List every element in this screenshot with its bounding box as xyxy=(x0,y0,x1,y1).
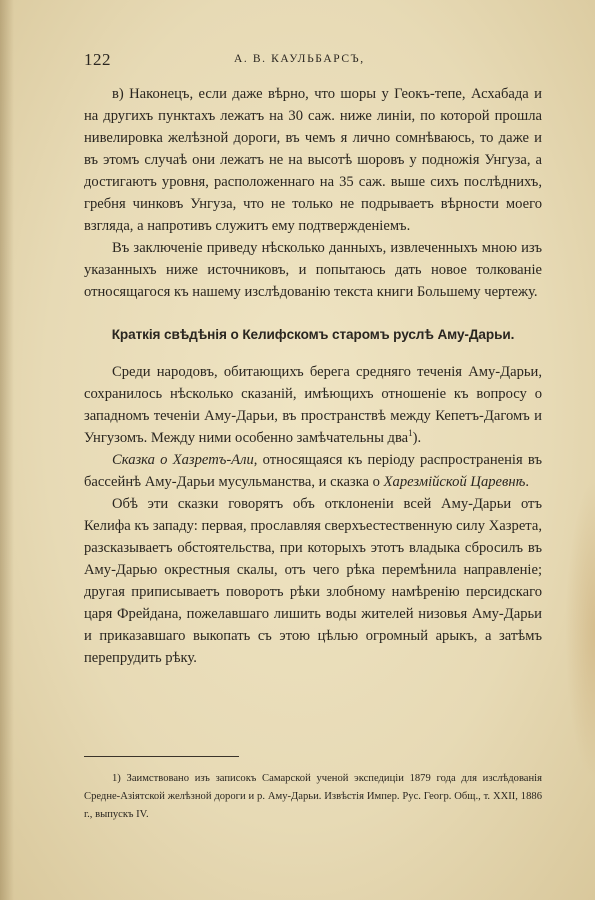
paragraph-4-end: . xyxy=(525,474,529,490)
paper-stain xyxy=(565,480,595,780)
paragraph-3-text: Среди народовъ, обитающихъ берега средняго теченія Аму-Дарьи, сохранилось нѣсколько сказаній, имѣющихъ отношеніе къ вопросу о западномъ теченіи Аму-Дарьи, въ пространствѣ между Кепетъ-Дагомъ и Унгузомъ. Между ними особенно замѣчательны два xyxy=(84,364,542,446)
footnote-text: 1) Заимствовано изъ записокъ Самарской ученой экспедиціи 1879 года для изслѣдованія Средне-Азіятской желѣзной дороги и р. Аму-Дарьи. Извѣстія Импер. Рус. Геогр. Общ., т. XXII, 1886 г., выпускъ IV. xyxy=(84,773,542,820)
paragraph-4-text: , относящаяся къ періоду распространенія въ бассейнѣ Аму-Дарьи мусульманства, и сказка о xyxy=(84,452,543,490)
tale-title-khorezm-princess: Харезмійской Царевнѣ xyxy=(383,474,526,490)
gutter-shadow xyxy=(0,0,14,900)
footnote-reference[interactable]: 1 xyxy=(408,428,413,439)
section-heading: Краткія свѣдѣнія о Келифскомъ старомъ руслѣ Аму-Дарьи. xyxy=(111,327,515,342)
paragraph-3-end: ). xyxy=(412,430,422,446)
footnote xyxy=(84,770,542,824)
paragraph-4 xyxy=(84,449,542,493)
tale-title-hazret-ali: Сказка о Хазретъ-Али xyxy=(112,452,254,468)
page-number: 122 xyxy=(84,50,111,69)
running-head: А. В. КАУЛЬБАРСЪ, xyxy=(234,53,365,65)
paragraph-5: Обѣ эти сказки говорятъ объ отклоненіи всей Аму-Дарьи отъ Келифа къ западу: первая, прославляя сверхъестественную силу Хазрета, разсказываетъ обстоятельства, при которыхъ этотъ владыка сбросилъ въ Аму-Дарью окрестныя скалы, отъ чего рѣка перемѣнила направленіе; другая приписываетъ поворотъ рѣки злобному намѣренію персидскаго царя Фрейдана, пожелавшаго лишить воды жителей низовья Аму-Дарьи и приказавшаго выкопать съ этою цѣлью огромный арыкъ, а затѣмъ перепрудить рѣку. xyxy=(84,496,542,666)
page-header xyxy=(84,50,544,70)
paragraph-1: в) Наконецъ, если даже вѣрно, что шоры у Геокъ-тепе, Асхабада и на другихъ пунктахъ лежатъ на 30 саж. ниже линіи, по которой прошла нивелировка желѣзной дороги, въ чемъ я лично сомнѣваюсь, то даже и въ этомъ случаѣ они лежатъ не на высотѣ шоровъ у подножія Унгуза, а достигаютъ уровня, расположеннаго на 35 саж. выше сихъ послѣднихъ, гребня чинковъ Унгуза, что не только не подрываетъ вѣрности моего взгляда, а напротивъ служитъ ему подтвержденіемъ. xyxy=(84,86,542,234)
paragraph-3 xyxy=(84,361,542,449)
footnote-divider xyxy=(84,756,239,757)
main-text xyxy=(84,83,542,669)
paragraph-2: Въ заключеніе приведу нѣсколько данныхъ, извлеченныхъ мною изъ указанныхъ ниже источниковъ, и попытаюсь дать новое толкованіе относящагося къ нашему изслѣдованію текста книги Большему чертежу. xyxy=(84,240,542,300)
